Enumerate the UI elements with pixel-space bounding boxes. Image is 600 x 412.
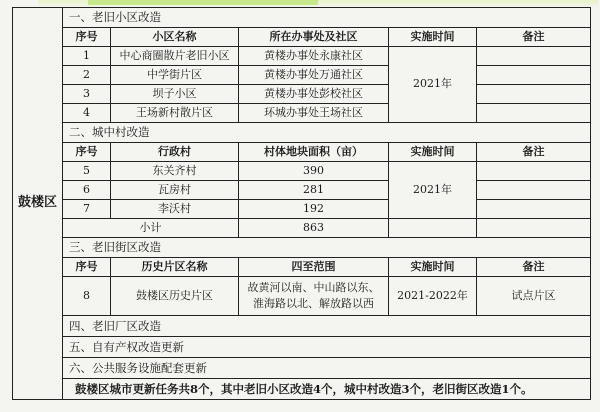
- table-row: [13, 104, 591, 123]
- header-time: 实施时间: [389, 143, 477, 162]
- section-1-header-row: [13, 28, 591, 47]
- header-no: 序号: [63, 28, 111, 47]
- section-5-title: 五、自有产权改造更新: [63, 337, 591, 358]
- row-note: [477, 66, 591, 85]
- row-note: [477, 200, 591, 219]
- row-name: 坝子小区: [111, 85, 239, 104]
- section-2-time: 2021年: [389, 162, 477, 219]
- renewal-task-table: [12, 7, 591, 400]
- header-time: 实施时间: [389, 258, 477, 277]
- row-name: 中心商圈散片老旧小区: [111, 47, 239, 66]
- section-6-title: 六、公共服务设施配套更新: [63, 358, 591, 379]
- subtotal-label: 小计: [63, 219, 239, 238]
- row-note: [477, 104, 591, 123]
- row-no: 3: [63, 85, 111, 104]
- row-area: 192: [239, 200, 389, 219]
- header-no: 序号: [63, 143, 111, 162]
- section-3-title-row: [13, 238, 591, 258]
- header-time: 实施时间: [389, 28, 477, 47]
- row-no: 7: [63, 200, 111, 219]
- scope-line-1: 故黄河以南、中山路以东、: [247, 281, 380, 295]
- row-no: 4: [63, 104, 111, 123]
- row-area-name: 鼓楼区历史片区: [111, 277, 239, 316]
- section-2-header-row: [13, 143, 591, 162]
- header-area-name: 历史片区名称: [111, 258, 239, 277]
- table-row: [13, 181, 591, 200]
- summary-text: 鼓楼区城市更新任务共8个，其中老旧小区改造4个，城中村改造3个，老旧街区改造1个。: [63, 379, 591, 400]
- table-row: [13, 47, 591, 66]
- row-note: [477, 47, 591, 66]
- row-no: 2: [63, 66, 111, 85]
- scope-line-2: 淮海路以北、解放路以西: [253, 297, 374, 310]
- section-1-time: 2021年: [389, 47, 477, 123]
- header-name: 小区名称: [111, 28, 239, 47]
- table-row: [13, 200, 591, 219]
- section-6-title-row: [13, 358, 591, 379]
- header-village: 行政村: [111, 143, 239, 162]
- section-4-title: 四、老旧厂区改造: [63, 316, 591, 337]
- table-row: [13, 162, 591, 181]
- section-3-title: 三、老旧街区改造: [63, 238, 591, 258]
- table-row: [13, 277, 591, 316]
- row-name: 王场新村散片区: [111, 104, 239, 123]
- row-no: 5: [63, 162, 111, 181]
- row-village: 李沃村: [111, 200, 239, 219]
- table-row: [13, 66, 591, 85]
- row-village: 东关齐村: [111, 162, 239, 181]
- subtotal-time: [389, 219, 477, 238]
- row-no: 6: [63, 181, 111, 200]
- row-time: 2021-2022年: [389, 277, 477, 316]
- section-1-title-row: [13, 8, 591, 28]
- row-name: 中学街片区: [111, 66, 239, 85]
- section-2-title: 二、城中村改造: [63, 123, 591, 143]
- header-note: 备注: [477, 258, 591, 277]
- row-office: 黄楼办事处永康社区: [239, 47, 389, 66]
- table-row: [13, 85, 591, 104]
- subtotal-value: 863: [239, 219, 389, 238]
- section-5-title-row: [13, 337, 591, 358]
- row-village: 瓦房村: [111, 181, 239, 200]
- subtotal-note: [477, 219, 591, 238]
- highlight-mark: [88, 0, 318, 5]
- header-scope: 四至范围: [239, 258, 389, 277]
- row-scope: [239, 277, 389, 316]
- row-office: 黄楼办事处万通社区: [239, 66, 389, 85]
- row-note: 试点片区: [477, 277, 591, 316]
- subtotal-row: [13, 219, 591, 238]
- summary-row: [13, 379, 591, 400]
- header-area: 村体地块面积（亩）: [239, 143, 389, 162]
- section-2-title-row: [13, 123, 591, 143]
- section-4-title-row: [13, 316, 591, 337]
- section-3-header-row: [13, 258, 591, 277]
- row-office: 黄楼办事处彭校社区: [239, 85, 389, 104]
- row-area: 281: [239, 181, 389, 200]
- section-1-title: 一、老旧小区改造: [63, 8, 591, 28]
- row-note: [477, 85, 591, 104]
- row-office: 环城办事处王场社区: [239, 104, 389, 123]
- row-no: 8: [63, 277, 111, 316]
- header-note: 备注: [477, 143, 591, 162]
- header-office: 所在办事处及社区: [239, 28, 389, 47]
- header-note: 备注: [477, 28, 591, 47]
- row-area: 390: [239, 162, 389, 181]
- row-no: 1: [63, 47, 111, 66]
- district-cell: 鼓楼区: [13, 8, 63, 400]
- header-no: 序号: [63, 258, 111, 277]
- row-note: [477, 162, 591, 181]
- row-note: [477, 181, 591, 200]
